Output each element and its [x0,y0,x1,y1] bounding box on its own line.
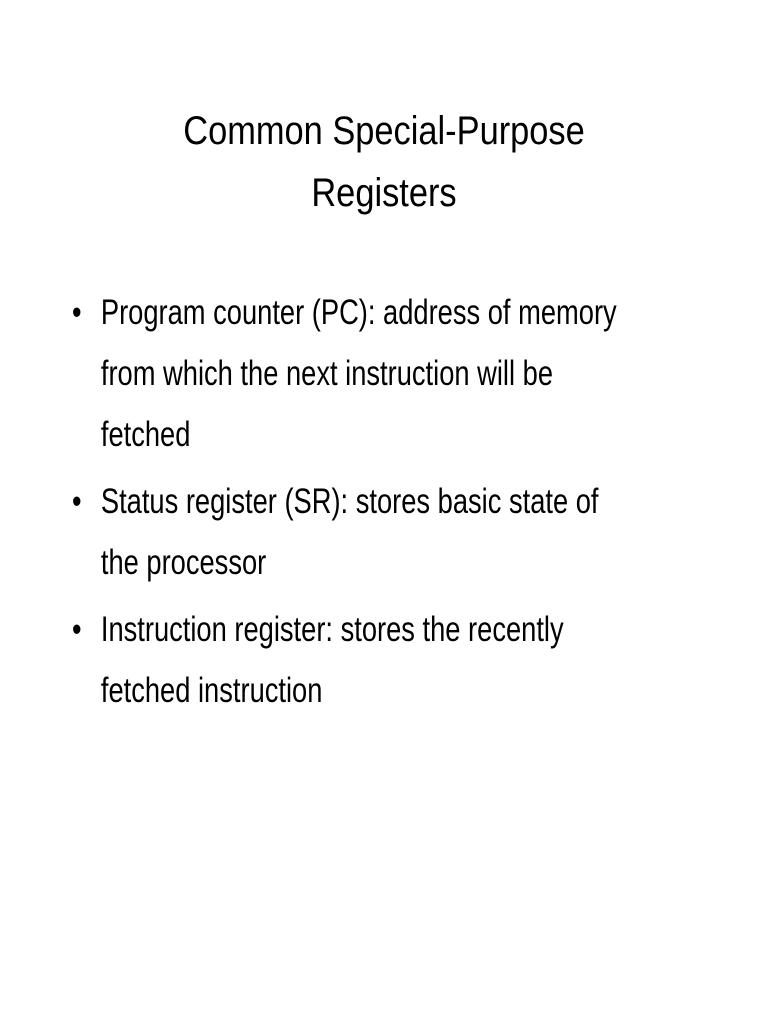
bullet-text-line: Instruction register: stores the recently [100,610,564,649]
bullet-text-line: Status register (SR): stores basic state of [100,482,599,521]
slide-title [88,100,680,224]
bullet-item-program-counter [72,282,634,465]
bullet-list [72,282,634,727]
slide-title-line-2: Registers [311,171,457,215]
slide-title-line-1: Common Special-Purpose [183,109,585,153]
bullet-dot-icon: • [72,482,82,521]
bullet-dot-icon: • [72,610,82,649]
bullet-text-line: from which the next instruction will be [100,354,554,393]
bullet-text-line: fetched [100,415,191,454]
bullet-text-line: Program counter (PC): address of memory [100,293,617,332]
bullet-text-line: the processor [100,543,267,582]
bullet-item-status-register [72,471,634,593]
bullet-text-line: fetched instruction [100,671,323,710]
bullet-dot-icon: • [72,293,82,332]
bullet-item-instruction-register [72,599,634,721]
